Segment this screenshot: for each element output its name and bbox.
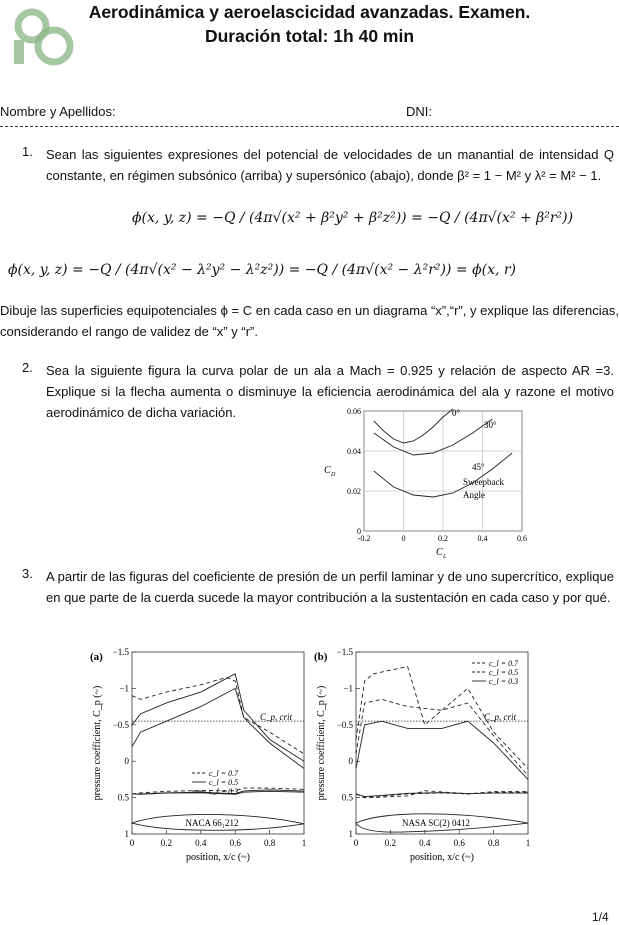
x-tick-label: 0.6 [229, 838, 241, 848]
y-tick-label: 0 [124, 756, 129, 767]
y-tick-label: 0.5 [341, 792, 353, 803]
drag-polar-chart [318, 403, 528, 560]
y-tick-label: 0.02 [347, 487, 361, 496]
cp-upper-surface-line [356, 699, 528, 775]
y-tick-label: −1.5 [336, 647, 353, 657]
x-axis-label-sub: L [443, 554, 447, 560]
x-tick-label: 0.2 [438, 534, 448, 543]
separator-line [0, 126, 619, 127]
y-tick-label: −1 [343, 683, 353, 694]
x-tick-label: 0.2 [384, 838, 397, 848]
y-tick-label: 1 [124, 829, 129, 839]
formula-supersonic: ϕ(x, y, z) = −Q / (4π√(x² − λ²y² − λ²z²)) = −Q / (4π√(x² − λ²r²)) = ϕ(x, r) [8, 262, 517, 278]
airfoil-label: NACA 66₁212 [185, 818, 239, 829]
y-axis-label-sub: D [331, 472, 336, 478]
y-tick-label: 0.06 [347, 407, 361, 416]
x-tick-label: 0 [401, 534, 406, 543]
q2-text: Sea la siguiente figura la curva polar de un ala a Mach = 0.925 y relación de aspecto AR =3. Explique si la flecha aumenta o disminuye la eficiencia aerodinámica del ala y razone el motivo aerodinámico de dicha variación. [46, 363, 614, 420]
legend-entry: c_l = 0.5 [489, 668, 519, 677]
y-tick-label: 0.5 [117, 792, 129, 803]
polar-series-line [374, 409, 453, 443]
annotation-angle: Angle [463, 490, 485, 500]
cp-chart-laminar [88, 644, 310, 876]
y-axis-label: C [324, 465, 331, 476]
exam-title: Aerodinámica y aeroelascicidad avanzadas. Examen. [88, 2, 531, 22]
cp-chart-supercritical [312, 644, 538, 876]
x-tick-label: 0.4 [477, 534, 488, 543]
panel-label: (b) [314, 651, 328, 663]
legend-entry: c_l = 0.3 [209, 787, 239, 796]
y-axis-label: pressure coefficient, C_p (~) [92, 685, 103, 801]
q3-number: 3. [22, 566, 33, 581]
x-tick-label: 0.6 [453, 838, 465, 848]
y-tick-label: −1 [119, 683, 129, 694]
annotation-sweepback: Sweepback [463, 477, 504, 487]
dni-label: DNI: [406, 104, 432, 119]
x-axis-label: position, x/c (~) [409, 852, 475, 863]
x-tick-label: 0.6 [517, 534, 527, 543]
plot-frame [132, 652, 304, 834]
x-tick-label: 0.8 [487, 838, 500, 848]
y-axis-label: pressure coefficient, C_p (~) [316, 685, 327, 801]
airfoil-label: NASA SC(2) 0412 [401, 818, 471, 829]
x-axis-label: position, x/c (~) [185, 852, 251, 863]
cp-upper-surface-line [132, 688, 304, 768]
x-tick-label: 0.8 [263, 838, 276, 848]
y-tick-label: 1 [348, 829, 353, 839]
q1-text: Sean las siguientes expresiones del potencial de velocidades de un manantial de intensidad Q constante, en régimen subsónico (arriba) y supersónico (abajo), donde β² = 1 − M² y λ² = M² − 1. [46, 147, 614, 183]
x-tick-label: 0.4 [419, 838, 431, 848]
y-tick-label: −0.5 [336, 719, 353, 730]
q1-instruction: Dibuje las superficies equipotenciales ϕ = C en cada caso en un diagrama “x”,“r”, y explique las diferencias, considerando el rango de validez de “x” y “r”. [0, 303, 619, 339]
x-tick-label: 0 [353, 838, 359, 848]
q1-number: 1. [22, 144, 33, 159]
q2-number: 2. [22, 360, 33, 375]
cp-critical-label: C_p, crit [484, 712, 517, 723]
y-tick-label: −1.5 [112, 647, 129, 657]
x-tick-label: 0.2 [160, 838, 173, 848]
legend-entry: c_l = 0.3 [489, 677, 519, 686]
y-tick-label: −0.5 [112, 719, 129, 730]
y-tick-label: 0.04 [347, 447, 361, 456]
y-tick-label: 0 [357, 527, 361, 536]
q3-text: A partir de las figuras del coeficiente de presión de un perfil laminar y de uno supercrítico, explique en que parte de la cuerda sucede la mayor contribución a la sustentación en cada caso y por qué. [46, 569, 614, 605]
x-axis-label: C [436, 547, 443, 558]
cp-lower-surface-line [356, 791, 528, 798]
legend-entry: c_l = 0.7 [489, 659, 519, 668]
formula-subsonic: ϕ(x, y, z) = −Q / (4π√(x² + β²y² + β²z²)) = −Q / (4π√(x² + β²r²)) [132, 210, 574, 226]
legend-entry: c_l = 0.5 [209, 778, 239, 787]
x-tick-label: 0.4 [195, 838, 207, 848]
x-tick-label: 1 [301, 838, 307, 848]
cp-upper-surface-line [356, 721, 528, 779]
x-tick-label: -0.2 [357, 534, 371, 543]
annotation-30deg: 30° [484, 420, 497, 430]
cp-critical-label: C_p, crit [260, 712, 293, 723]
annotation-0deg: 0° [452, 408, 461, 418]
x-tick-label: 0 [129, 838, 135, 848]
exam-duration: Duración total: 1h 40 min [204, 26, 415, 46]
x-tick-label: 1 [525, 838, 531, 848]
annotation-45deg: 45° [472, 462, 485, 472]
y-tick-label: 0 [348, 756, 353, 767]
panel-label: (a) [90, 651, 103, 663]
legend-entry: c_l = 0.7 [209, 769, 239, 778]
name-label: Nombre y Apellidos: [0, 104, 116, 119]
page-number: 1/4 [592, 910, 609, 924]
